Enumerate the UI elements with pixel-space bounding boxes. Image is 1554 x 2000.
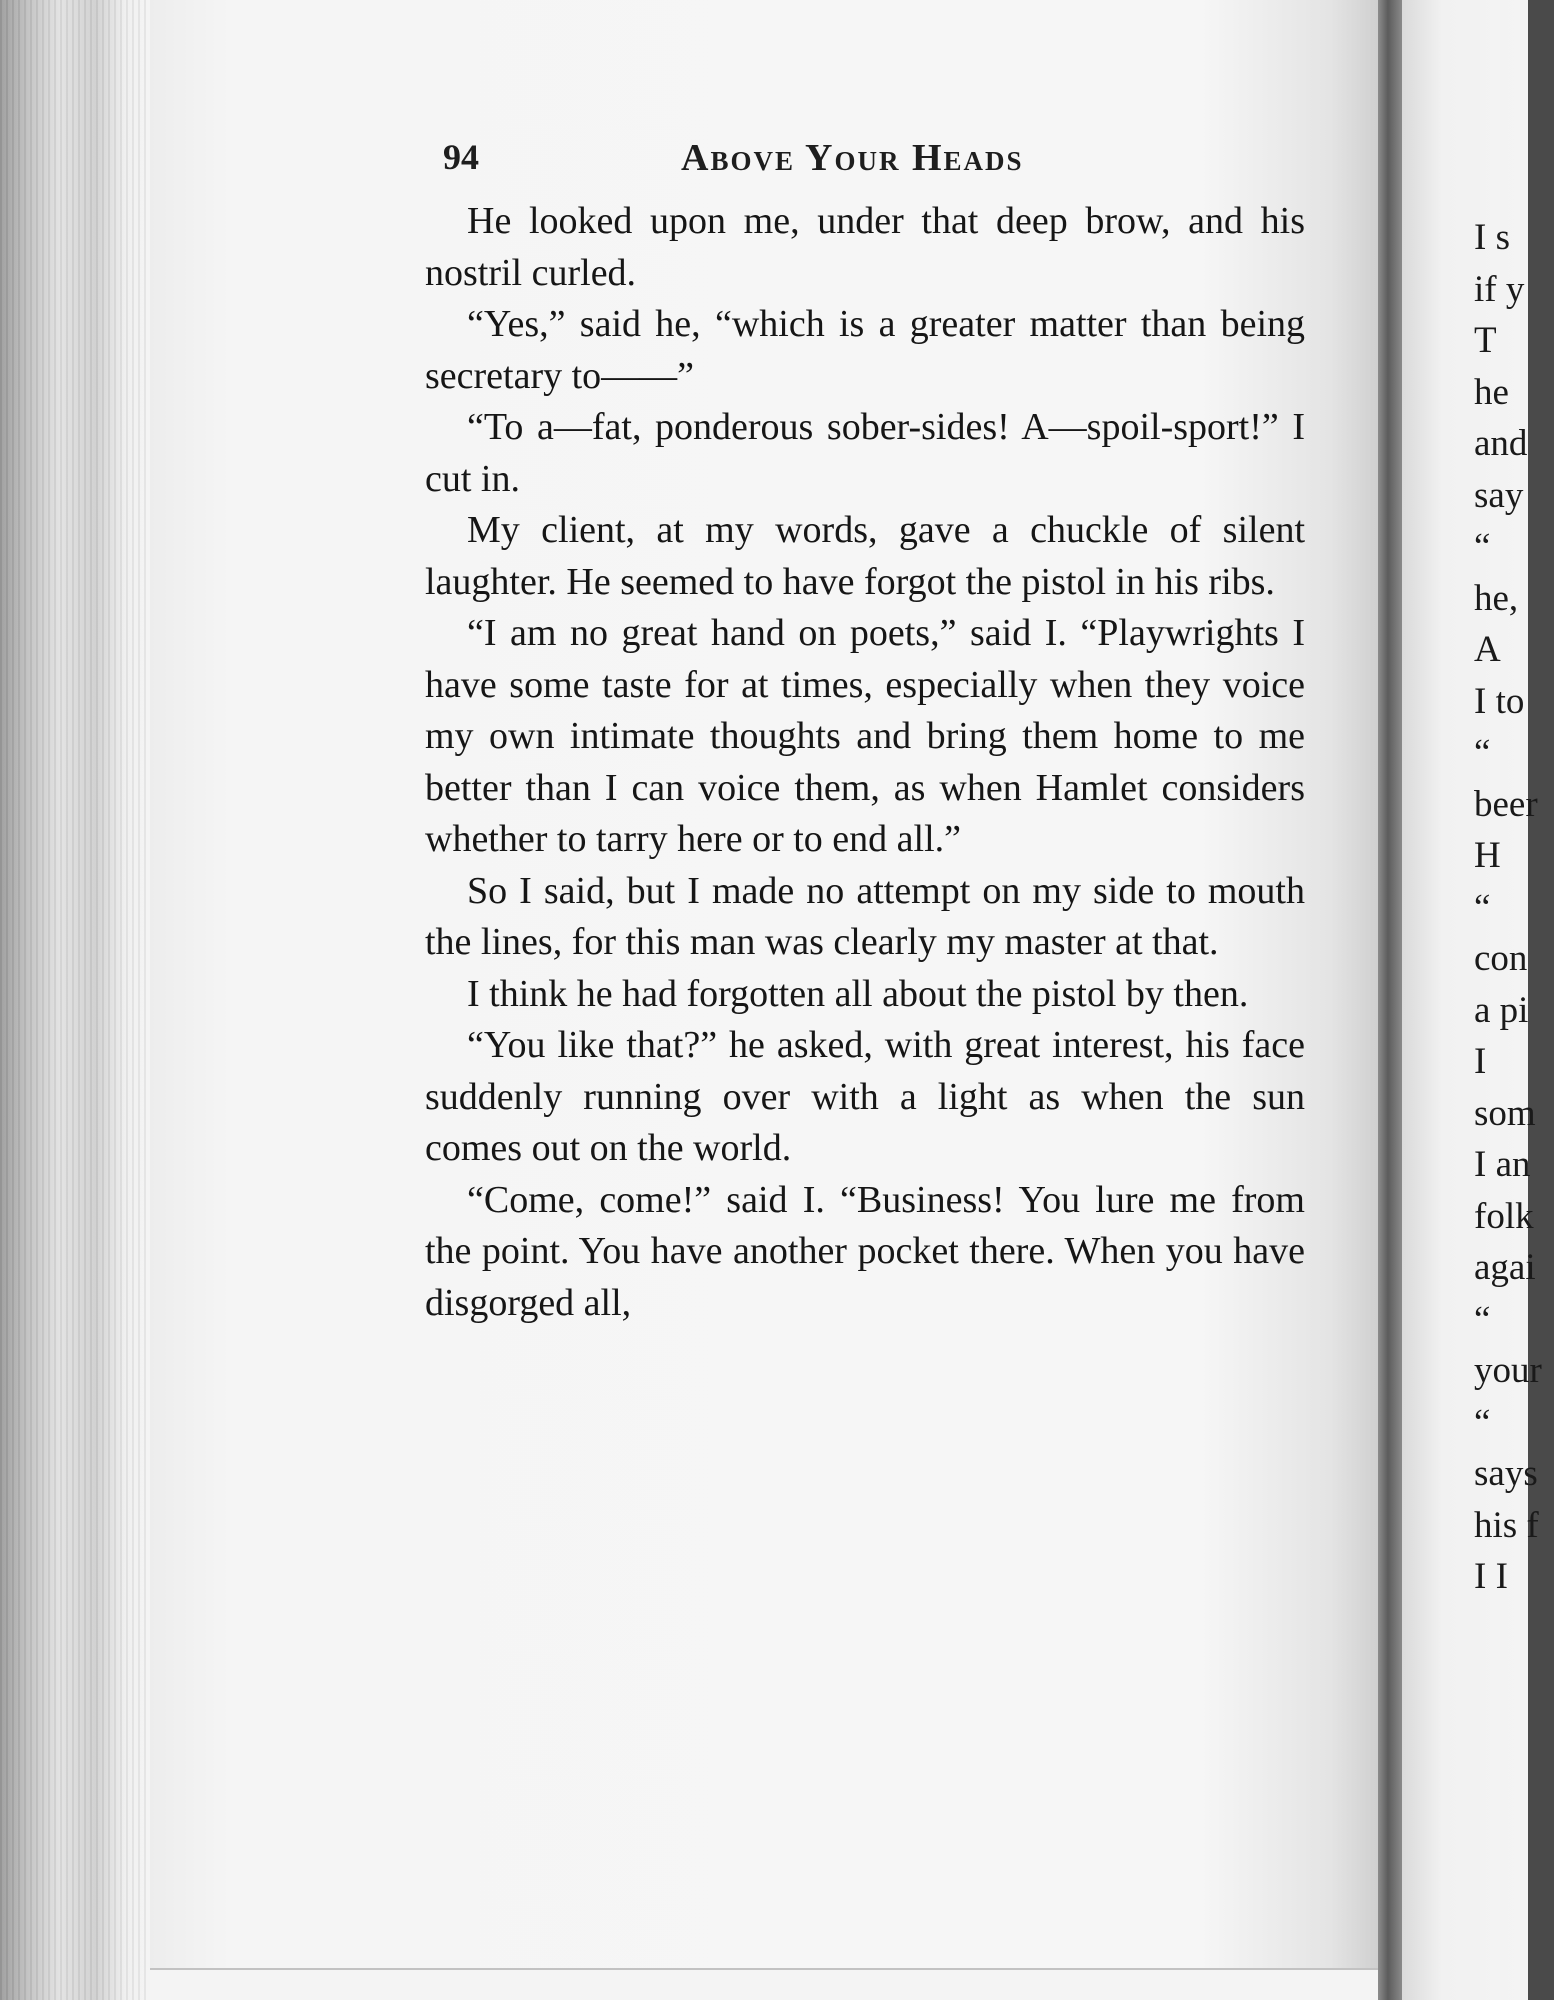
facing-page-line: he bbox=[1474, 371, 1509, 413]
facing-page-line: he, bbox=[1474, 577, 1519, 619]
paragraph: “I am no great hand on poets,” said I. “Playwrights I have some taste for at times, especially when they voice my own intimate thoughts and bring them home to me better than I can voice them, as when Hamlet considers whether to tarry here or to end all.” bbox=[425, 612, 1305, 860]
facing-page-line: I to bbox=[1474, 680, 1525, 722]
facing-page-line: if y bbox=[1474, 268, 1525, 310]
paragraph: “To a—fat, ponderous sober-sides! A—spoil-sport!” I cut in. bbox=[425, 406, 1305, 500]
facing-page-line: say bbox=[1474, 474, 1524, 516]
paragraph: I think he had forgotten all about the pistol by then. bbox=[467, 972, 1249, 1015]
facing-page-line: “ bbox=[1474, 1401, 1491, 1443]
paragraph: So I said, but I made no attempt on my side to mouth the lines, for this man was clearly my master at that. bbox=[425, 869, 1305, 963]
book-gutter bbox=[1378, 0, 1402, 2000]
left-page bbox=[150, 0, 1380, 1970]
running-title: Above Your Heads bbox=[681, 137, 1024, 179]
facing-page-line: “ bbox=[1474, 526, 1491, 567]
facing-page-line: agai bbox=[1474, 1247, 1536, 1288]
body-text bbox=[425, 196, 1305, 1329]
paragraph: My client, at my words, gave a chuckle of silent laughter. He seemed to have forgot the pistol in his ribs. bbox=[425, 509, 1305, 603]
facing-page-line: I s bbox=[1474, 217, 1510, 258]
facing-page-line: T bbox=[1474, 320, 1497, 361]
page-number: 94 bbox=[443, 137, 479, 177]
paragraph: “Come, come!” said I. “Business! You lure me from the point. You have another pocket there. When you have disgorged all, bbox=[425, 1178, 1305, 1324]
facing-page-line: som bbox=[1474, 1092, 1536, 1134]
facing-page-line: “ bbox=[1474, 732, 1491, 773]
facing-page-line: your bbox=[1474, 1350, 1542, 1391]
facing-page-line: his f bbox=[1474, 1504, 1539, 1546]
facing-page-line: I bbox=[1474, 1041, 1487, 1082]
facing-page-line: folk bbox=[1474, 1195, 1534, 1237]
facing-page-line: says bbox=[1474, 1453, 1538, 1494]
facing-page-line: I an bbox=[1474, 1144, 1531, 1185]
paragraph: He looked upon me, under that deep brow, and his nostril curled. bbox=[425, 200, 1305, 294]
facing-page-line: “ bbox=[1474, 886, 1491, 928]
facing-page-line: H bbox=[1474, 835, 1501, 876]
facing-page-text bbox=[1474, 212, 1554, 1603]
paragraph: “You like that?” he asked, with great interest, his face suddenly running over with a light as when the sun comes out on the world. bbox=[425, 1024, 1305, 1169]
facing-page-line: and bbox=[1474, 423, 1528, 464]
facing-page-line: a pi bbox=[1474, 989, 1529, 1031]
facing-page-line: con bbox=[1474, 938, 1528, 979]
page-edges bbox=[0, 0, 150, 2000]
facing-page-line: I I bbox=[1474, 1556, 1508, 1597]
running-head bbox=[443, 128, 1083, 184]
facing-page-line: “ bbox=[1474, 1298, 1491, 1340]
facing-page-line: A bbox=[1474, 629, 1501, 670]
paragraph: “Yes,” said he, “which is a greater matter than being secretary to——” bbox=[425, 303, 1305, 397]
facing-page-line: beer bbox=[1474, 783, 1538, 825]
right-page bbox=[1402, 0, 1542, 2000]
